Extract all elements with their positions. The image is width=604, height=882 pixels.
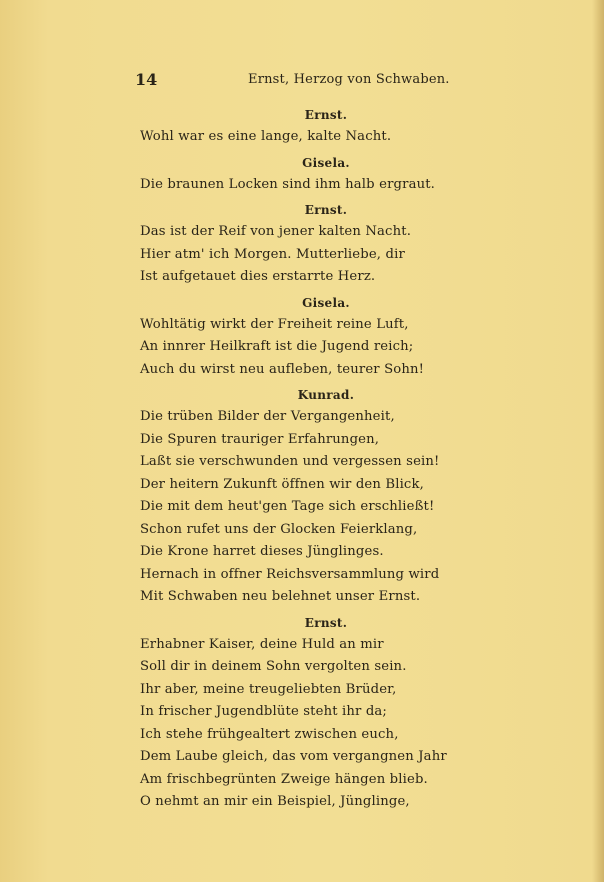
speech-block xyxy=(140,104,490,149)
verse-line: Laßt sie verschwunden und vergessen sein! xyxy=(140,454,440,469)
verse-line: Schon rufet uns der Glocken Feierklang, xyxy=(140,521,418,537)
speech-block xyxy=(140,199,490,289)
verse-line: Hernach in offner Reichsversammlung wird xyxy=(140,566,440,582)
verse-line: In frischer Jugendblüte steht ihr da; xyxy=(140,704,388,719)
verse-line: Die Spuren trauriger Erfahrungen, xyxy=(140,431,380,447)
verse-line: Ich stehe frühgealtert zwischen euch, xyxy=(140,726,399,742)
verse-line: Auch du wirst neu aufleben, teurer Sohn! xyxy=(140,361,425,377)
verse-line: An innrer Heilkraft ist die Jugend reich; xyxy=(140,339,414,354)
running-title: Ernst, Herzog von Schwaben. xyxy=(248,72,450,87)
page-number: 14 xyxy=(135,70,158,89)
speaker-name: Ernst. xyxy=(304,108,348,122)
verse-line: Der heitern Zukunft öffnen wir den Blick, xyxy=(140,476,424,492)
verse-line: Erhabner Kaiser, deine Huld an mir xyxy=(140,636,384,652)
speaker-name: Ernst. xyxy=(304,203,348,217)
speaker-name: Kunrad. xyxy=(297,388,355,402)
verse-line: Das ist der Reif von jener kalten Nacht. xyxy=(140,224,412,239)
speech-block xyxy=(140,612,490,814)
verse-line: O nehmt an mir ein Beispiel, Jünglinge, xyxy=(140,794,410,809)
page-header xyxy=(0,70,604,92)
verse-line: Ihr aber, meine treugeliebten Brüder, xyxy=(140,681,397,697)
page-edge-shadow xyxy=(592,0,604,882)
verse-line: Wohl war es eine lange, kalte Nacht. xyxy=(140,129,392,144)
drama-text xyxy=(140,104,490,817)
verse-line: Dem Laube gleich, das vom vergangnen Jahr xyxy=(140,749,447,764)
speaker-name: Ernst. xyxy=(304,615,348,630)
verse-line: Die trüben Bilder der Vergangenheit, xyxy=(140,409,395,424)
verse-line: Wohltätig wirkt der Freiheit reine Luft, xyxy=(140,316,409,332)
verse-line: Soll dir in deinem Sohn vergolten sein. xyxy=(140,659,407,674)
verse-line: Die mit dem heut'gen Tage sich erschließt! xyxy=(140,499,435,514)
speech-block xyxy=(140,152,490,197)
verse-line: Mit Schwaben neu belehnet unser Ernst. xyxy=(140,589,421,604)
speech-block xyxy=(140,292,490,382)
verse-line: Die Krone harret dieses Jünglinges. xyxy=(140,544,384,559)
verse-line: Ist aufgetauet dies erstarrte Herz. xyxy=(140,269,376,284)
verse-line: Am frischbegrünten Zweige hängen blieb. xyxy=(140,771,428,787)
speech-block xyxy=(140,384,490,609)
verse-line: Hier atm' ich Morgen. Mutterliebe, dir xyxy=(140,246,405,262)
speaker-name: Gisela. xyxy=(302,295,350,310)
verse-line: Die braunen Locken sind ihm halb ergraut. xyxy=(140,176,436,192)
speaker-name: Gisela. xyxy=(302,155,350,170)
